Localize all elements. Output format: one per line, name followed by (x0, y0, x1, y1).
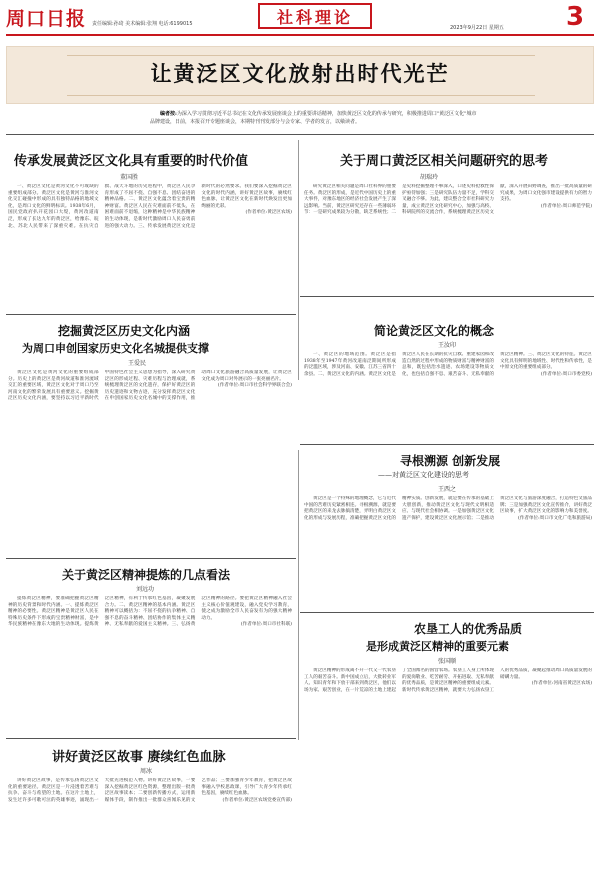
author-note: (作者单位:黄泛区农场) (245, 210, 292, 216)
newspaper-logo: 周口日报 (6, 8, 87, 30)
article-headline-line2: 为周口申创国家历史文化名城提供支撑 (22, 342, 209, 355)
author-note: (作者单位:周口市社会科学界联合会) (217, 383, 292, 389)
article-headline: 关于黄泛区精神提炼的几点看法 (62, 568, 231, 582)
article-byline: 董国胜 (120, 174, 139, 181)
article-byline: 周冰 (140, 768, 153, 775)
article-paragraph: 黄泛区文化是黄河文化的重要组成部分。历史上的黄泛区是黄河故道和淮河流域交汇的重要区域，黄泛区文化对于周口乃至河南文化的繁荣发展具有重要意义。挖掘黄泛区历史文化内涵，要坚持以习近平新时代中国特色社会主义思想为指导，深入研究黄泛区的形成过程、灾难历程与治理成就，系统梳理黄泛区的文化遗存，保护好黄泛区的历史遗迹和文物古迹，充分发挥黄泛区文化在申创国家历史文化名城中的支撑作用，推动周口文化旅游融合高质量发展，让黄泛区文化成为周口对外展示的一张亮丽名片。 (8, 370, 292, 402)
masthead (0, 0, 600, 44)
article-byline: 王爱民 (128, 360, 147, 367)
feature-title: 让黄泛区文化放射出时代光芒 (150, 61, 450, 86)
article-body (304, 352, 592, 440)
author-note: (作者单位:周口师范学院) (540, 203, 592, 209)
article-paragraph: 讲好黄泛区故事，是传承弘扬黄泛区文化的重要途径。黄泛区是一片浸透着苦难与抗争、奋斗与希望的土地。在这片土地上，发生过许多可歌可泣的英雄事迹，涌现出一大批先进模范人物。讲好黄泛区故事，一要深入挖掘黄泛区红色资源，整理出版一批黄泛区故事读本；二要创新传播方式，运用新媒体手段，制作推出一批群众喜闻乐见的文艺作品；三要加强青少年教育，把黄泛区故事融入学校思政课，引导广大青少年传承红色基因，赓续红色血脉。 (8, 778, 292, 803)
article-paragraph: 黄泛区是一个特殊的地理概念，它与近代中国的苦难历史紧密相连。寻根溯源，就是要把黄泛区的来龙去脉搞清楚，弄明白黄泛区文化的形成与发展历程，准确把握黄泛区文化的精神实质。创新发展，就是要在传承的基础上大胆创新，推动黄泛区文化与现代文明相适应、与现代社会相协调。一是加强黄泛区文化遗产保护，建设黄泛区文化展示馆；二是推动黄泛区文化与旅游深度融合，打造特色文旅品牌；三是加强黄泛区文化宣传推介，讲好黄泛区故事，扩大黄泛区文化的影响力和美誉度。 (304, 496, 592, 521)
article-byline: 王汝印 (438, 342, 457, 349)
article-byline: 胡瑞玲 (420, 174, 439, 181)
article-body (8, 184, 292, 310)
article-headline: 挖掘黄泛区历史文化内涵 (58, 324, 191, 338)
article-headline: 关于周口黄泛区相关问题研究的思考 (340, 154, 549, 169)
article-body (8, 596, 292, 732)
article-subtitle: ——对黄泛区文化建设的思考 (378, 471, 469, 479)
divider (6, 558, 296, 559)
issue-date: 2023年9月22日 星期五 (450, 25, 504, 31)
banner-decoration (67, 55, 535, 56)
article-body (8, 370, 292, 554)
banner-decoration (67, 95, 535, 96)
divider (6, 738, 296, 739)
divider (300, 612, 594, 613)
divider (300, 296, 594, 297)
editor-note-lead: 编者按: (160, 111, 177, 117)
author-note: (作者单位:周口市文化广电和旅游局) (517, 515, 592, 521)
article-paragraph: 一、黄泛区文化是黄河文化不可或缺的重要组成部分。黄泛区文化是黄河与淮河文化交汇碰撞中形成的具有独特品格的地域文化，是周口文化的鲜明标识。1938年6月，国民党政府扒开花园口大堤，黄河改道南泛，形成了长达九年的黄泛区，给豫东、皖北、苏北人民带来了深重灾难。在抗灾自救、战天斗地的历史进程中，黄泛区人民孕育形成了不屈不挠、自强不息、团结奋进的精神品格。二、黄泛区文化蕴含着宝贵的精神财富。黄泛区人民在灾难面前不低头，在困难面前不退缩，这种精神是中华民族精神的生动体现，是新时代激励周口人民奋勇前进的强大动力。三、传承发展黄泛区文化是新时代的必然要求。我们要深入挖掘黄泛区文化的时代内涵，讲好黄泛区故事，赓续红色血脉，让黄泛区文化在新时代焕发出更加绚丽的光彩。 (8, 184, 292, 229)
article-paragraph: 提炼黄泛区精神，要准确把握黄泛区精神的历史背景和时代内涵。一、提炼黄泛区精神的必要性。黄泛区精神是黄泛区人民在特殊历史条件下形成的宝贵精神财富，是中华民族精神在豫东大地的生动体现。提炼黄泛区精神，有利于传承红色基因，凝聚发展合力。二、黄泛区精神的基本内涵。黄泛区精神可以概括为：不屈不挠的抗争精神、自强不息的奋斗精神、团结协作的集体主义精神、无私奉献的爱国主义精神。三、弘扬黄泛区精神的路径。要把黄泛区精神融入社会主义核心价值观建设，融入党史学习教育，使之成为激励全市人民奋发有为的强大精神动力。 (8, 596, 292, 628)
divider (300, 444, 594, 445)
article-headline: 传承发展黄泛区文化具有重要的时代价值 (14, 154, 249, 169)
article-headline: 寻根溯源 创新发展 (400, 454, 501, 468)
article-paragraph: 黄泛区精神的形成离不开一代又一代农垦工人的艰苦奋斗。新中国成立后，大批转业军人、知识青年和下放干部来到黄泛区，他们以场为家、艰苦创业，在一片荒凉的土地上建起了全国闻名的国营农场。农垦工人身上所体现的爱岗敬业、吃苦耐劳、开拓进取、无私奉献的优秀品质，是黄泛区精神的重要组成元素。新时代传承黄泛区精神，就要大力弘扬农垦工人的优秀品质，凝聚起推动周口高质量发展的磅礴力量。 (304, 668, 592, 693)
author-note: (作者单位:河南省黄泛区农场) (531, 681, 592, 687)
masthead-rule (6, 34, 594, 36)
article-body (304, 496, 592, 608)
page-number: 3 (566, 2, 585, 32)
article-headline: 农垦工人的优秀品质 (414, 622, 523, 636)
article-body (304, 184, 592, 292)
article-byline: 王西之 (438, 486, 457, 493)
editor-note-text: 为深入学习贯彻习近平总书记在文化传承发展座谈会上的重要讲话精神，加快黄泛区文化的传承与研究，积极推进周口"黄泛区文化"城市品牌建设，日前，本报召开专题座谈会，本期特刊刊发部分与会专家、学者的发言，以飨读者。 (150, 111, 477, 125)
section-header (258, 3, 372, 29)
author-note: (作者单位:周口市社科联) (240, 622, 292, 628)
editor-info: 责任编辑:孙琦 美术编辑:张翔 电话:6199015 (92, 21, 193, 27)
divider (6, 314, 296, 315)
article-byline: 张国顺 (438, 658, 457, 665)
article-body (8, 778, 292, 878)
article-paragraph: 一、黄泛区的地域范围。黄泛区是指1938年至1947年黄河改道南泛期间所形成的泛滥区域，涉及河南、安徽、江苏三省四十余县。二、黄泛区文化的内涵。黄泛区文化是黄泛区人民在长期的抗灾自救、重建家园和改造自然的过程中形成的物质财富与精神财富的总和，既包括治水遗迹、农场建设等物质文化，也包括自强不息、艰苦奋斗、无私奉献的黄泛区精神。三、黄泛区文化的特征。黄泛区文化具有鲜明的地域性、时代性和传承性，是中原文化的重要组成部分。 (304, 352, 592, 377)
author-note: (作者单位:周口市委党校) (540, 371, 592, 377)
divider (6, 134, 594, 135)
column-divider (298, 450, 299, 740)
article-headline: 讲好黄泛区故事 赓续红色血脉 (52, 750, 226, 765)
article-body (304, 668, 592, 878)
column-divider (298, 140, 299, 380)
article-headline: 简论黄泛区文化的概念 (374, 324, 495, 338)
editor-note (150, 110, 480, 126)
article-headline-line2: 是形成黄泛区精神的重要元素 (366, 640, 509, 653)
article-byline: 刘远功 (136, 586, 155, 593)
article-paragraph: 研究黄泛区相关问题是周口社科界的重要任务。黄泛区的形成，是近代中国历史上的重大事件，对豫东地区的经济社会发展产生了深远影响。当前，黄泛区研究还存在一些薄弱环节：一是研究成果较为分散，缺乏系统性；二是史料挖掘整理不够深入，口述史料抢救性保护亟待加强；三是研究队伍力量不足，学科交叉融合不够。为此，建议整合全市社科研究力量，成立黄泛区文化研究中心，加强与高校、科研院所的交流合作，系统梳理黄泛区历史文献，深入开展田野调查，推出一批高质量的研究成果，为周口文化强市建设提供有力的智力支持。 (304, 184, 592, 216)
author-note: (作者单位:黄泛区农场党委宣传部) (222, 797, 292, 803)
section-title: 社科理论 (276, 7, 353, 27)
